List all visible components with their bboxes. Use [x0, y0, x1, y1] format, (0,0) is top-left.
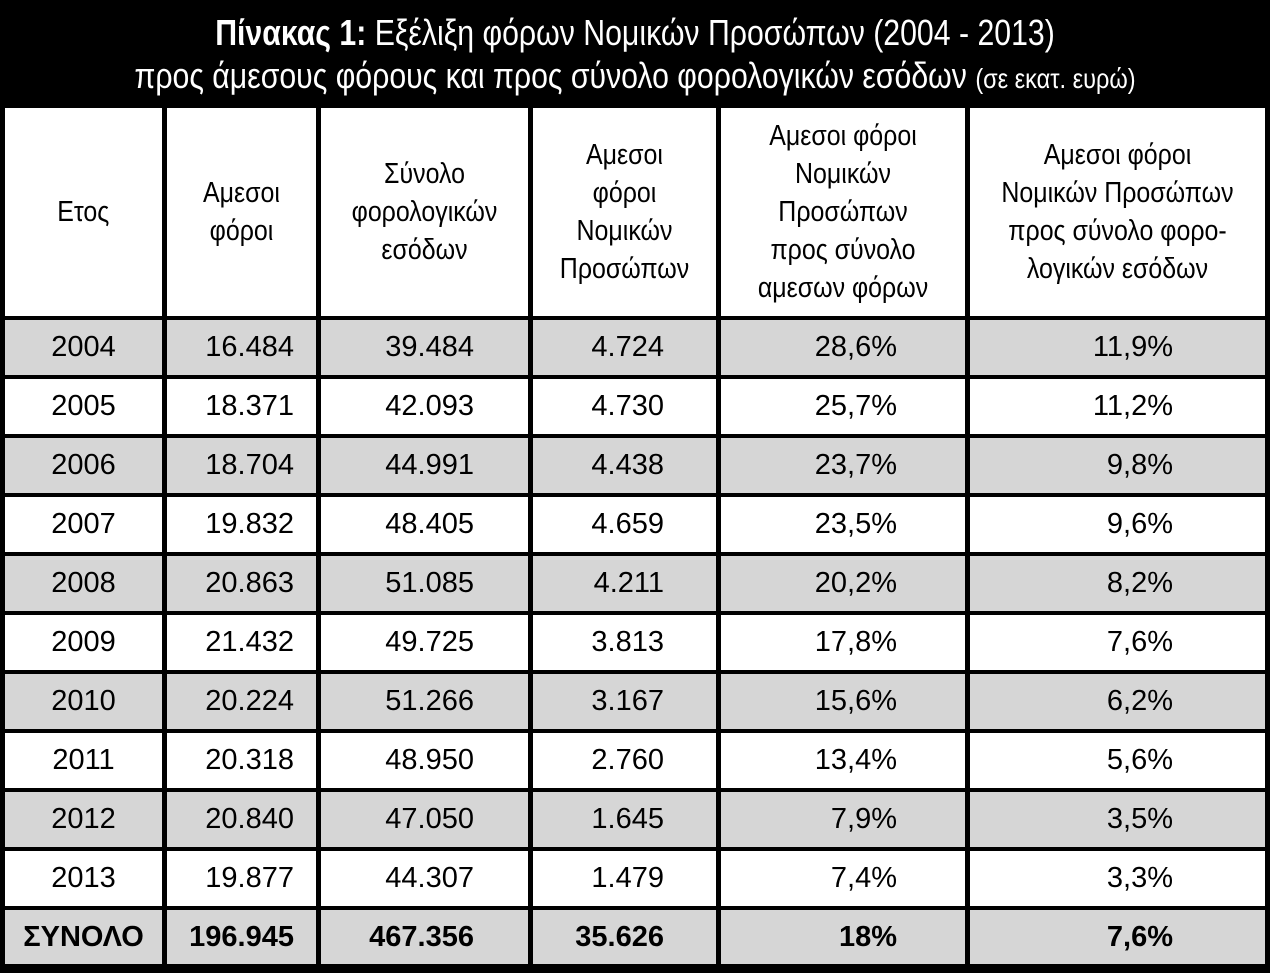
- total-row: [5, 910, 1265, 964]
- cell-direct-taxes: 18.371: [167, 379, 316, 434]
- cell-total-revenue: 48.405: [321, 497, 528, 552]
- header-year: Ετος: [5, 108, 162, 316]
- title-bold-prefix: Πίνακας 1:: [215, 12, 367, 53]
- table-title: [0, 0, 1270, 104]
- cell-total-revenue: 51.266: [321, 674, 528, 729]
- cell-year: 2010: [5, 674, 162, 729]
- cell-total-revenue: 39.484: [321, 320, 528, 375]
- cell-year: 2006: [5, 438, 162, 493]
- cell-total-revenue: 49.725: [321, 615, 528, 670]
- cell-year: 2007: [5, 497, 162, 552]
- cell-year: 2009: [5, 615, 162, 670]
- cell-total-revenue: 44.307: [321, 851, 528, 906]
- cell-share-direct: 28,6%: [721, 320, 965, 375]
- header-row: [5, 108, 1265, 316]
- cell-share-total: 3,5%: [970, 792, 1265, 847]
- cell-share-total: 7,6%: [970, 615, 1265, 670]
- table-row: [5, 556, 1265, 611]
- total-share-direct: 18%: [721, 910, 965, 964]
- title-line-1-text: Εξέλιξη φόρων Νομικών Προσώπων (2004 - 2013): [366, 12, 1055, 53]
- cell-direct-taxes: 20.318: [167, 733, 316, 788]
- table-row: [5, 674, 1265, 729]
- cell-total-revenue: 42.093: [321, 379, 528, 434]
- cell-share-total: 9,8%: [970, 438, 1265, 493]
- title-line-2: [102, 54, 1169, 101]
- cell-corporate-taxes: 4.730: [533, 379, 716, 434]
- table-row: [5, 320, 1265, 375]
- header-total-tax-revenue: Σύνολο φορολογικών εσόδων: [321, 108, 528, 316]
- cell-total-revenue: 51.085: [321, 556, 528, 611]
- cell-corporate-taxes: 4.438: [533, 438, 716, 493]
- cell-share-direct: 23,5%: [721, 497, 965, 552]
- table-row: [5, 733, 1265, 788]
- total-revenue: 467.356: [321, 910, 528, 964]
- cell-direct-taxes: 19.877: [167, 851, 316, 906]
- title-line-2-text: προς άμεσους φόρους και προς σύνολο φορολογικών εσόδων: [134, 55, 976, 96]
- cell-year: 2013: [5, 851, 162, 906]
- title-line-1: [102, 12, 1169, 54]
- cell-share-total: 5,6%: [970, 733, 1265, 788]
- cell-share-total: 9,6%: [970, 497, 1265, 552]
- header-corporate-direct-taxes: Αμεσοι φόροι Νομικών Προσώπων: [533, 108, 716, 316]
- cell-corporate-taxes: 4.659: [533, 497, 716, 552]
- table-row: [5, 438, 1265, 493]
- cell-total-revenue: 47.050: [321, 792, 528, 847]
- cell-share-direct: 20,2%: [721, 556, 965, 611]
- data-table: [0, 104, 1270, 968]
- cell-year: 2008: [5, 556, 162, 611]
- cell-share-direct: 7,4%: [721, 851, 965, 906]
- cell-corporate-taxes: 4.724: [533, 320, 716, 375]
- table-row: [5, 851, 1265, 906]
- cell-direct-taxes: 16.484: [167, 320, 316, 375]
- cell-corporate-taxes: 1.479: [533, 851, 716, 906]
- cell-year: 2004: [5, 320, 162, 375]
- cell-share-direct: 23,7%: [721, 438, 965, 493]
- cell-share-total: 6,2%: [970, 674, 1265, 729]
- cell-year: 2011: [5, 733, 162, 788]
- title-unit: (σε εκατ. ευρώ): [975, 63, 1136, 94]
- cell-share-total: 3,3%: [970, 851, 1265, 906]
- cell-direct-taxes: 20.840: [167, 792, 316, 847]
- cell-direct-taxes: 20.224: [167, 674, 316, 729]
- total-direct-taxes: 196.945: [167, 910, 316, 964]
- header-direct-taxes: Αμεσοι φόροι: [167, 108, 316, 316]
- cell-total-revenue: 44.991: [321, 438, 528, 493]
- cell-year: 2005: [5, 379, 162, 434]
- cell-share-direct: 17,8%: [721, 615, 965, 670]
- cell-share-direct: 25,7%: [721, 379, 965, 434]
- cell-corporate-taxes: 4.211: [533, 556, 716, 611]
- cell-direct-taxes: 19.832: [167, 497, 316, 552]
- cell-year: 2012: [5, 792, 162, 847]
- cell-corporate-taxes: 3.167: [533, 674, 716, 729]
- total-share-total: 7,6%: [970, 910, 1265, 964]
- cell-share-direct: 15,6%: [721, 674, 965, 729]
- table-row: [5, 615, 1265, 670]
- cell-direct-taxes: 20.863: [167, 556, 316, 611]
- header-corporate-share-of-direct: Αμεσοι φόροι Νομικών Προσώπων προς σύνολο αμεσων φόρων: [721, 108, 965, 316]
- table-row: [5, 379, 1265, 434]
- cell-share-total: 11,9%: [970, 320, 1265, 375]
- cell-corporate-taxes: 3.813: [533, 615, 716, 670]
- cell-corporate-taxes: 2.760: [533, 733, 716, 788]
- total-label: ΣΥΝΟΛΟ: [5, 910, 162, 964]
- cell-share-total: 8,2%: [970, 556, 1265, 611]
- table-row: [5, 497, 1265, 552]
- cell-share-direct: 13,4%: [721, 733, 965, 788]
- header-corporate-share-of-total: Αμεσοι φόροι Νομικών Προσώπων προς σύνολο φορο-λογικών εσόδων: [970, 108, 1265, 316]
- cell-total-revenue: 48.950: [321, 733, 528, 788]
- cell-share-direct: 7,9%: [721, 792, 965, 847]
- cell-direct-taxes: 21.432: [167, 615, 316, 670]
- total-corporate-taxes: 35.626: [533, 910, 716, 964]
- table-row: [5, 792, 1265, 847]
- cell-share-total: 11,2%: [970, 379, 1265, 434]
- cell-direct-taxes: 18.704: [167, 438, 316, 493]
- cell-corporate-taxes: 1.645: [533, 792, 716, 847]
